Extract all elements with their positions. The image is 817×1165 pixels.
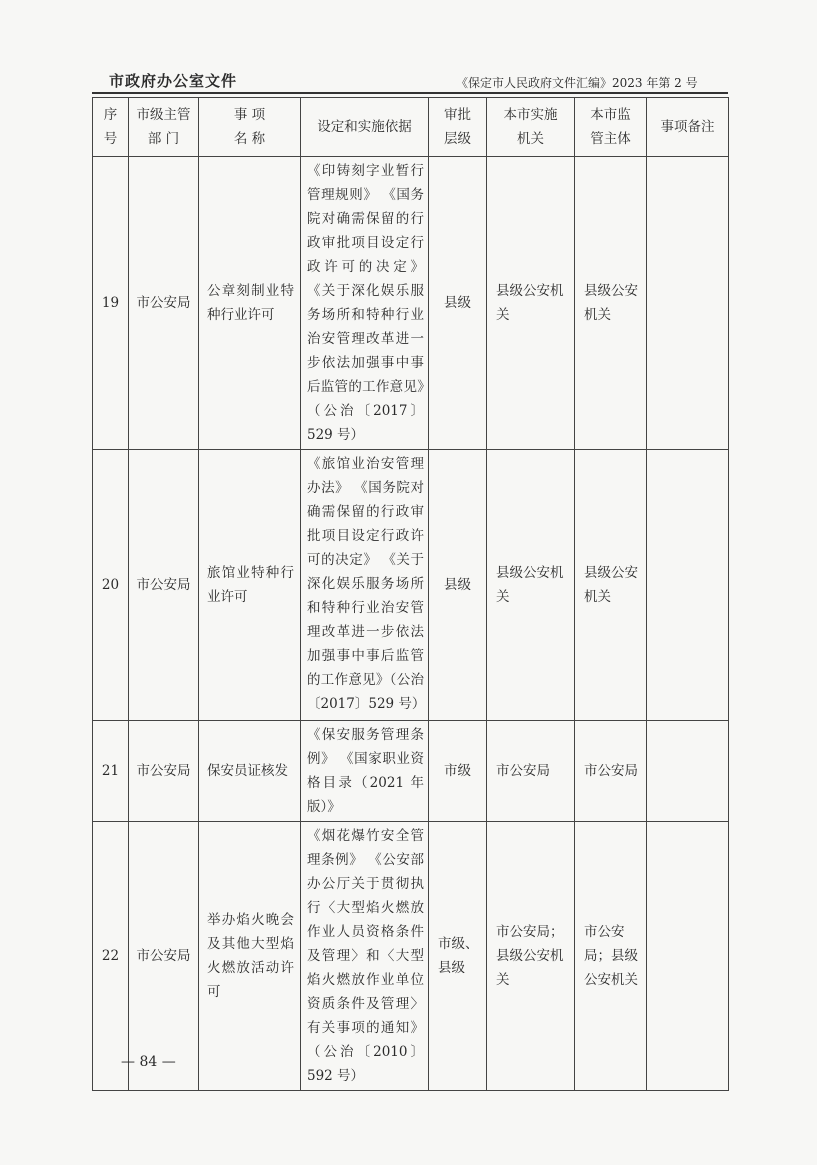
cell-agency: 市公安局；县级公安机关 (487, 822, 575, 1091)
table-row (93, 157, 729, 450)
cell-level: 市级、县级 (429, 822, 487, 1091)
cell-no: 19 (93, 157, 129, 450)
cell-agency: 县级公安机关 (487, 450, 575, 721)
col-header-agency: 本市实施 机关 (487, 98, 575, 157)
cell-no: 22 (93, 822, 129, 1091)
cell-supervisor: 市公安局 (575, 721, 647, 822)
cell-supervisor: 县级公安机关 (575, 157, 647, 450)
col-header-dept: 市级主管 部 门 (129, 98, 199, 157)
cell-remark (647, 157, 729, 450)
cell-remark (647, 721, 729, 822)
cell-basis: 《印铸刻字业暂行管理规则》 《国务院对确需保留的行政审批项目设定行政许可的决定》 《关于深化娱乐服务场所和特种行业治安管理改革进一步依法加强事中事后监管的工作意见》（公治〔2017〕529 号） (301, 157, 429, 450)
cell-dept: 市公安局 (129, 450, 199, 721)
col-header-remark: 事项备注 (647, 98, 729, 157)
cell-supervisor: 市公安局；县级公安机关 (575, 822, 647, 1091)
cell-basis: 《烟花爆竹安全管理条例》 《公安部办公厅关于贯彻执行〈大型焰火燃放作业人员资格条件及管理〉和〈大型焰火燃放作业单位资质条件及管理〉有关事项的通知》（公治〔2010〕592 号） (301, 822, 429, 1091)
cell-level: 市级 (429, 721, 487, 822)
col-header-supervisor: 本市监 管主体 (575, 98, 647, 157)
col-header-no: 序 号 (93, 98, 129, 157)
table-header-row (93, 98, 729, 157)
cell-remark (647, 450, 729, 721)
cell-item: 旅馆业特种行业许可 (199, 450, 301, 721)
cell-no: 21 (93, 721, 129, 822)
cell-supervisor: 县级公安机关 (575, 450, 647, 721)
cell-basis: 《旅馆业治安管理办法》 《国务院对确需保留的行政审批项目设定行政许可的决定》 《关于深化娱乐服务场所和特种行业治安管理改革进一步依法加强事中事后监管的工作意见》（公治〔2017〕529 号） (301, 450, 429, 721)
table-row (93, 450, 729, 721)
col-header-basis: 设定和实施依据 (301, 98, 429, 157)
table-row (93, 822, 729, 1091)
col-header-level: 审批 层级 (429, 98, 487, 157)
col-header-item: 事 项 名 称 (199, 98, 301, 157)
header-divider (92, 92, 728, 94)
cell-dept: 市公安局 (129, 822, 199, 1091)
cell-item: 公章刻制业特种行业许可 (199, 157, 301, 450)
cell-remark (647, 822, 729, 1091)
cell-basis: 《保安服务管理条例》 《国家职业资格目录（2021 年版）》 (301, 721, 429, 822)
cell-no: 20 (93, 450, 129, 721)
cell-level: 县级 (429, 450, 487, 721)
document-header-title: 市政府办公室文件 (109, 72, 238, 90)
cell-agency: 市公安局 (487, 721, 575, 822)
table-row (93, 721, 729, 822)
cell-dept: 市公安局 (129, 157, 199, 450)
cell-agency: 县级公安机关 (487, 157, 575, 450)
page-number: — 84 — (121, 1054, 176, 1070)
cell-dept: 市公安局 (129, 721, 199, 822)
cell-item: 举办焰火晚会及其他大型焰火燃放活动许可 (199, 822, 301, 1091)
approval-items-table (92, 97, 729, 1091)
cell-level: 县级 (429, 157, 487, 450)
document-header-series: 《保定市人民政府文件汇编》2023 年第 2 号 (456, 76, 698, 90)
cell-item: 保安员证核发 (199, 721, 301, 822)
